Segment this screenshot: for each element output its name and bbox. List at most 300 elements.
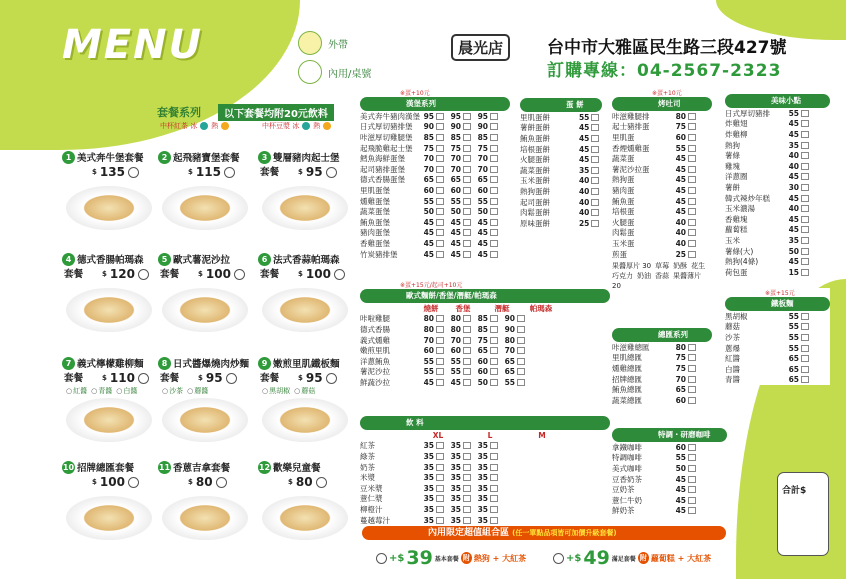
menu-row[interactable] xyxy=(520,218,602,229)
quantity-checkbox[interactable] xyxy=(801,258,809,265)
quantity-checkbox[interactable] xyxy=(463,229,471,236)
menu-row[interactable] xyxy=(360,228,510,239)
menu-row[interactable] xyxy=(360,462,610,473)
quantity-checkbox[interactable] xyxy=(490,123,498,130)
quantity-checkbox[interactable] xyxy=(688,376,696,383)
quantity-checkbox[interactable] xyxy=(138,373,149,384)
menu-row[interactable] xyxy=(360,441,610,452)
extra-option[interactable]: 果醬薄片 20 xyxy=(612,272,701,291)
dinein-checkbox[interactable] xyxy=(298,60,322,84)
menu-row[interactable] xyxy=(725,214,830,225)
menu-row[interactable] xyxy=(360,314,610,325)
quantity-checkbox[interactable] xyxy=(801,248,809,255)
set-item-2[interactable] xyxy=(158,150,253,179)
quantity-checkbox[interactable] xyxy=(463,240,471,247)
quantity-checkbox[interactable] xyxy=(490,337,498,344)
quantity-checkbox[interactable] xyxy=(490,219,498,226)
quantity-checkbox[interactable] xyxy=(463,315,471,322)
quantity-checkbox[interactable] xyxy=(463,145,471,152)
menu-row[interactable] xyxy=(725,193,830,204)
menu-row[interactable] xyxy=(520,112,602,123)
menu-row[interactable] xyxy=(612,175,712,186)
quantity-checkbox[interactable] xyxy=(138,269,149,280)
extra-option[interactable]: 香蒜 xyxy=(655,272,669,281)
quantity-checkbox[interactable] xyxy=(463,337,471,344)
set-item-5[interactable] xyxy=(158,252,253,281)
menu-row[interactable] xyxy=(725,322,830,333)
quantity-checkbox[interactable] xyxy=(517,337,525,344)
quantity-checkbox[interactable] xyxy=(591,177,599,184)
quantity-checkbox[interactable] xyxy=(436,251,444,258)
quantity-checkbox[interactable] xyxy=(224,167,235,178)
quantity-checkbox[interactable] xyxy=(801,313,809,320)
quantity-checkbox[interactable] xyxy=(463,198,471,205)
total-box[interactable] xyxy=(777,472,829,556)
quantity-checkbox[interactable] xyxy=(463,219,471,226)
combo-option-39[interactable] xyxy=(376,547,526,569)
item-price: 30 xyxy=(788,182,799,192)
quantity-checkbox[interactable] xyxy=(216,477,227,488)
quantity-checkbox[interactable] xyxy=(490,347,498,354)
quantity-checkbox[interactable] xyxy=(490,229,498,236)
quantity-checkbox[interactable] xyxy=(688,486,696,493)
quantity-checkbox[interactable] xyxy=(463,187,471,194)
menu-row[interactable] xyxy=(612,238,712,249)
quantity-checkbox[interactable] xyxy=(436,134,444,141)
menu-row[interactable] xyxy=(725,150,830,161)
quantity-checkbox[interactable] xyxy=(463,113,471,120)
quantity-checkbox[interactable] xyxy=(490,113,498,120)
quantity-checkbox[interactable] xyxy=(688,229,696,236)
quantity-checkbox[interactable] xyxy=(326,373,337,384)
menu-row[interactable] xyxy=(725,129,830,140)
menu-row[interactable] xyxy=(520,144,602,155)
quantity-checkbox[interactable] xyxy=(436,337,444,344)
quantity-checkbox[interactable] xyxy=(490,315,498,322)
quantity-checkbox[interactable] xyxy=(463,379,471,386)
quantity-checkbox[interactable] xyxy=(688,208,696,215)
quantity-checkbox[interactable] xyxy=(463,134,471,141)
menu-row[interactable] xyxy=(612,442,727,453)
menu-row[interactable] xyxy=(725,267,830,278)
quantity-checkbox[interactable] xyxy=(463,208,471,215)
menu-row[interactable] xyxy=(612,132,712,143)
takeout-checkbox[interactable] xyxy=(298,31,322,55)
quantity-checkbox[interactable] xyxy=(463,176,471,183)
menu-row[interactable] xyxy=(360,153,510,164)
menu-row[interactable] xyxy=(725,332,830,343)
tea-option-2[interactable] xyxy=(262,121,331,131)
menu-row[interactable] xyxy=(360,367,610,378)
menu-row[interactable] xyxy=(360,206,510,217)
quantity-checkbox[interactable] xyxy=(591,199,599,206)
quantity-checkbox[interactable] xyxy=(490,134,498,141)
quantity-checkbox[interactable] xyxy=(591,146,599,153)
quantity-checkbox[interactable] xyxy=(463,464,471,471)
quantity-checkbox[interactable] xyxy=(688,476,696,483)
quantity-checkbox[interactable] xyxy=(490,506,498,513)
quantity-checkbox[interactable] xyxy=(688,113,696,120)
quantity-checkbox[interactable] xyxy=(463,495,471,502)
extra-option[interactable]: 巧克力 xyxy=(612,272,633,281)
quantity-checkbox[interactable] xyxy=(436,358,444,365)
quantity-checkbox[interactable] xyxy=(436,155,444,162)
quantity-checkbox[interactable] xyxy=(591,114,599,121)
quantity-checkbox[interactable] xyxy=(490,379,498,386)
quantity-checkbox[interactable] xyxy=(436,347,444,354)
extra-option[interactable]: 果醬厚片 30 xyxy=(612,262,652,271)
menu-row[interactable] xyxy=(725,246,830,257)
quantity-checkbox[interactable] xyxy=(226,373,237,384)
quantity-checkbox[interactable] xyxy=(591,156,599,163)
quantity-checkbox[interactable] xyxy=(436,315,444,322)
menu-row[interactable] xyxy=(612,217,712,228)
quantity-checkbox[interactable] xyxy=(490,517,498,524)
quantity-checkbox[interactable] xyxy=(436,485,444,492)
quantity-checkbox[interactable] xyxy=(490,176,498,183)
menu-row[interactable] xyxy=(725,225,830,236)
quantity-checkbox[interactable] xyxy=(463,155,471,162)
menu-row[interactable] xyxy=(612,206,712,217)
menu-row[interactable] xyxy=(360,143,510,154)
quantity-checkbox[interactable] xyxy=(688,145,696,152)
menu-row[interactable] xyxy=(612,164,712,175)
menu-row[interactable] xyxy=(360,122,510,133)
menu-row[interactable] xyxy=(725,119,830,130)
quantity-checkbox[interactable] xyxy=(688,123,696,130)
quantity-checkbox[interactable] xyxy=(801,366,809,373)
menu-row[interactable] xyxy=(612,374,712,385)
menu-row[interactable] xyxy=(360,356,610,367)
quantity-checkbox[interactable] xyxy=(463,251,471,258)
menu-row[interactable] xyxy=(520,133,602,144)
quantity-checkbox[interactable] xyxy=(688,444,696,451)
quantity-checkbox[interactable] xyxy=(128,477,139,488)
quantity-checkbox[interactable] xyxy=(436,453,444,460)
set-item-12[interactable] xyxy=(258,460,353,489)
set-item-9[interactable] xyxy=(258,356,353,385)
sauce-option[interactable]: ○ 青醬 xyxy=(91,386,112,396)
quantity-checkbox[interactable] xyxy=(517,358,525,365)
menu-row[interactable] xyxy=(725,203,830,214)
quantity-checkbox[interactable] xyxy=(436,517,444,524)
quantity-checkbox[interactable] xyxy=(801,355,809,362)
quantity-checkbox[interactable] xyxy=(688,497,696,504)
quantity-checkbox[interactable] xyxy=(490,208,498,215)
quantity-checkbox[interactable] xyxy=(490,251,498,258)
quantity-checkbox[interactable] xyxy=(688,354,696,361)
quantity-checkbox[interactable] xyxy=(801,376,809,383)
quantity-checkbox[interactable] xyxy=(688,465,696,472)
quantity-checkbox[interactable] xyxy=(688,166,696,173)
menu-row[interactable] xyxy=(360,515,610,526)
menu-row[interactable] xyxy=(520,165,602,176)
quantity-checkbox[interactable] xyxy=(436,368,444,375)
menu-row[interactable] xyxy=(725,235,830,246)
menu-row[interactable] xyxy=(360,196,510,207)
sauce-option[interactable]: ○ 紅醬 xyxy=(66,386,87,396)
quantity-checkbox[interactable] xyxy=(436,442,444,449)
quantity-checkbox[interactable] xyxy=(316,477,327,488)
menu-row[interactable] xyxy=(360,345,610,356)
menu-row[interactable] xyxy=(612,111,712,122)
quantity-checkbox[interactable] xyxy=(490,166,498,173)
quantity-checkbox[interactable] xyxy=(490,442,498,449)
menu-row[interactable] xyxy=(360,494,610,505)
sauce-option[interactable]: ○ 黑胡椒 xyxy=(262,386,290,396)
quantity-checkbox[interactable] xyxy=(688,507,696,514)
sauce-option[interactable]: ○ 沙茶 xyxy=(162,386,183,396)
menu-row[interactable] xyxy=(612,342,712,353)
quantity-checkbox[interactable] xyxy=(436,145,444,152)
quantity-checkbox[interactable] xyxy=(463,347,471,354)
quantity-checkbox[interactable] xyxy=(436,506,444,513)
quantity-checkbox[interactable] xyxy=(463,123,471,130)
combo-checkbox[interactable] xyxy=(376,553,387,564)
menu-row[interactable] xyxy=(360,238,510,249)
set-item-11[interactable] xyxy=(158,460,253,489)
quantity-checkbox[interactable] xyxy=(688,176,696,183)
menu-row[interactable] xyxy=(612,196,712,207)
quantity-checkbox[interactable] xyxy=(801,184,809,191)
quantity-checkbox[interactable] xyxy=(801,323,809,330)
quantity-checkbox[interactable] xyxy=(517,347,525,354)
quantity-checkbox[interactable] xyxy=(801,226,809,233)
menu-row[interactable] xyxy=(612,122,712,133)
quantity-checkbox[interactable] xyxy=(490,495,498,502)
menu-row[interactable] xyxy=(725,161,830,172)
menu-row[interactable] xyxy=(360,111,510,122)
menu-row[interactable] xyxy=(725,140,830,151)
quantity-checkbox[interactable] xyxy=(688,240,696,247)
set-item-10[interactable] xyxy=(62,460,157,489)
quantity-checkbox[interactable] xyxy=(490,240,498,247)
quantity-checkbox[interactable] xyxy=(801,195,809,202)
menu-row[interactable] xyxy=(360,324,610,335)
menu-row[interactable] xyxy=(612,249,712,260)
quantity-checkbox[interactable] xyxy=(463,453,471,460)
combo-checkbox[interactable] xyxy=(553,553,564,564)
set-item-6[interactable] xyxy=(258,252,353,281)
quantity-checkbox[interactable] xyxy=(801,142,809,149)
quantity-checkbox[interactable] xyxy=(436,187,444,194)
quantity-checkbox[interactable] xyxy=(490,485,498,492)
quantity-checkbox[interactable] xyxy=(490,453,498,460)
menu-row[interactable] xyxy=(612,228,712,239)
quantity-checkbox[interactable] xyxy=(334,269,345,280)
quantity-checkbox[interactable] xyxy=(801,152,809,159)
quantity-checkbox[interactable] xyxy=(801,237,809,244)
quantity-checkbox[interactable] xyxy=(591,209,599,216)
quantity-checkbox[interactable] xyxy=(591,220,599,227)
quantity-checkbox[interactable] xyxy=(490,155,498,162)
quantity-checkbox[interactable] xyxy=(490,358,498,365)
set-item-3[interactable] xyxy=(258,150,353,179)
quantity-checkbox[interactable] xyxy=(490,474,498,481)
set-item-7[interactable] xyxy=(62,356,157,385)
quantity-checkbox[interactable] xyxy=(517,368,525,375)
menu-row[interactable] xyxy=(360,451,610,462)
menu-row[interactable] xyxy=(725,256,830,267)
quantity-checkbox[interactable] xyxy=(490,326,498,333)
set-item-4[interactable] xyxy=(62,252,157,281)
menu-row[interactable] xyxy=(612,474,727,485)
quantity-checkbox[interactable] xyxy=(688,344,696,351)
extra-option[interactable]: 花生 xyxy=(691,262,706,271)
menu-row[interactable] xyxy=(360,249,510,260)
quantity-checkbox[interactable] xyxy=(436,123,444,130)
menu-row[interactable] xyxy=(360,185,510,196)
extra-option[interactable]: 奶酥 xyxy=(673,262,688,271)
menu-row[interactable] xyxy=(725,364,830,375)
combo-option-49[interactable] xyxy=(553,547,711,569)
menu-row[interactable] xyxy=(520,186,602,197)
quantity-checkbox[interactable] xyxy=(436,464,444,471)
quantity-checkbox[interactable] xyxy=(517,379,525,386)
quantity-checkbox[interactable] xyxy=(234,269,245,280)
quantity-checkbox[interactable] xyxy=(688,198,696,205)
quantity-checkbox[interactable] xyxy=(463,517,471,524)
quantity-checkbox[interactable] xyxy=(490,368,498,375)
menu-row[interactable] xyxy=(725,108,830,119)
quantity-checkbox[interactable] xyxy=(688,454,696,461)
menu-row[interactable] xyxy=(612,153,712,164)
quantity-checkbox[interactable] xyxy=(436,495,444,502)
menu-row[interactable] xyxy=(520,197,602,208)
menu-row[interactable] xyxy=(520,176,602,187)
menu-row[interactable] xyxy=(360,164,510,175)
quantity-checkbox[interactable] xyxy=(463,368,471,375)
sauce-options[interactable] xyxy=(262,386,315,396)
menu-row[interactable] xyxy=(360,217,510,228)
quantity-checkbox[interactable] xyxy=(688,386,696,393)
tea-option-1[interactable] xyxy=(160,121,229,131)
sauce-option[interactable]: ○ 蘑菇 xyxy=(294,386,315,396)
quantity-checkbox[interactable] xyxy=(490,464,498,471)
quantity-checkbox[interactable] xyxy=(463,474,471,481)
quantity-checkbox[interactable] xyxy=(436,229,444,236)
menu-row[interactable] xyxy=(725,343,830,354)
menu-row[interactable] xyxy=(612,185,712,196)
quantity-checkbox[interactable] xyxy=(326,167,337,178)
menu-row[interactable] xyxy=(360,175,510,186)
quantity-checkbox[interactable] xyxy=(688,187,696,194)
extra-option[interactable]: 草莓 xyxy=(655,262,670,271)
quantity-checkbox[interactable] xyxy=(436,474,444,481)
quantity-checkbox[interactable] xyxy=(591,167,599,174)
quantity-checkbox[interactable] xyxy=(463,442,471,449)
quantity-checkbox[interactable] xyxy=(490,198,498,205)
quantity-checkbox[interactable] xyxy=(436,208,444,215)
quantity-checkbox[interactable] xyxy=(436,326,444,333)
option-dinein[interactable] xyxy=(298,60,371,84)
menu-row[interactable] xyxy=(612,143,712,154)
quantity-checkbox[interactable] xyxy=(463,358,471,365)
menu-row[interactable] xyxy=(360,472,610,483)
quantity-checkbox[interactable] xyxy=(490,187,498,194)
quantity-checkbox[interactable] xyxy=(801,173,809,180)
quantity-checkbox[interactable] xyxy=(463,485,471,492)
quantity-checkbox[interactable] xyxy=(591,188,599,195)
menu-row[interactable] xyxy=(360,335,610,346)
quantity-checkbox[interactable] xyxy=(591,135,599,142)
sauce-options[interactable] xyxy=(162,386,208,396)
menu-row[interactable] xyxy=(612,506,727,517)
quantity-checkbox[interactable] xyxy=(688,155,696,162)
quantity-checkbox[interactable] xyxy=(801,205,809,212)
extra-option[interactable]: 奶油 xyxy=(637,272,651,281)
sauce-options[interactable] xyxy=(66,386,137,396)
menu-row[interactable] xyxy=(725,172,830,183)
menu-row[interactable] xyxy=(360,377,610,388)
menu-row[interactable] xyxy=(360,504,610,515)
menu-row[interactable] xyxy=(612,395,712,406)
menu-row[interactable] xyxy=(360,483,610,494)
quantity-checkbox[interactable] xyxy=(688,365,696,372)
quantity-checkbox[interactable] xyxy=(436,176,444,183)
option-takeout[interactable] xyxy=(298,31,348,55)
sauce-option[interactable]: ○ 白醬 xyxy=(116,386,137,396)
menu-row[interactable] xyxy=(612,495,727,506)
quantity-checkbox[interactable] xyxy=(517,315,525,322)
quantity-checkbox[interactable] xyxy=(463,506,471,513)
quantity-checkbox[interactable] xyxy=(436,240,444,247)
quantity-checkbox[interactable] xyxy=(591,124,599,131)
quantity-checkbox[interactable] xyxy=(463,326,471,333)
quantity-checkbox[interactable] xyxy=(801,334,809,341)
set-item-1[interactable] xyxy=(62,150,157,179)
menu-row[interactable] xyxy=(612,384,712,395)
quantity-checkbox[interactable] xyxy=(436,219,444,226)
menu-row[interactable] xyxy=(725,182,830,193)
menu-row[interactable] xyxy=(612,463,727,474)
quantity-checkbox[interactable] xyxy=(128,167,139,178)
quantity-checkbox[interactable] xyxy=(436,166,444,173)
menu-row[interactable] xyxy=(520,154,602,165)
menu-row[interactable] xyxy=(360,132,510,143)
quantity-checkbox[interactable] xyxy=(801,110,809,117)
quantity-checkbox[interactable] xyxy=(688,134,696,141)
quantity-checkbox[interactable] xyxy=(801,120,809,127)
menu-row[interactable] xyxy=(520,123,602,134)
quantity-checkbox[interactable] xyxy=(436,113,444,120)
set-item-8[interactable] xyxy=(158,356,253,385)
quantity-checkbox[interactable] xyxy=(436,198,444,205)
menu-row[interactable] xyxy=(612,353,712,364)
quantity-checkbox[interactable] xyxy=(688,397,696,404)
quantity-checkbox[interactable] xyxy=(517,326,525,333)
quantity-checkbox[interactable] xyxy=(801,345,809,352)
menu-row[interactable] xyxy=(612,484,727,495)
quantity-checkbox[interactable] xyxy=(801,131,809,138)
quantity-checkbox[interactable] xyxy=(801,269,809,276)
menu-row[interactable] xyxy=(725,311,830,322)
menu-row[interactable] xyxy=(612,363,712,374)
item-price: 75 xyxy=(675,353,686,363)
quantity-checkbox[interactable] xyxy=(688,219,696,226)
sauce-option[interactable]: ○ 蘑醬 xyxy=(187,386,208,396)
quantity-checkbox[interactable] xyxy=(801,163,809,170)
quantity-checkbox[interactable] xyxy=(801,216,809,223)
quantity-checkbox[interactable] xyxy=(463,166,471,173)
menu-row[interactable] xyxy=(520,207,602,218)
quantity-checkbox[interactable] xyxy=(490,145,498,152)
quantity-checkbox[interactable] xyxy=(436,379,444,386)
menu-row[interactable] xyxy=(725,353,830,364)
quantity-checkbox[interactable] xyxy=(688,251,696,258)
menu-row[interactable] xyxy=(725,375,830,386)
menu-row[interactable] xyxy=(612,453,727,464)
